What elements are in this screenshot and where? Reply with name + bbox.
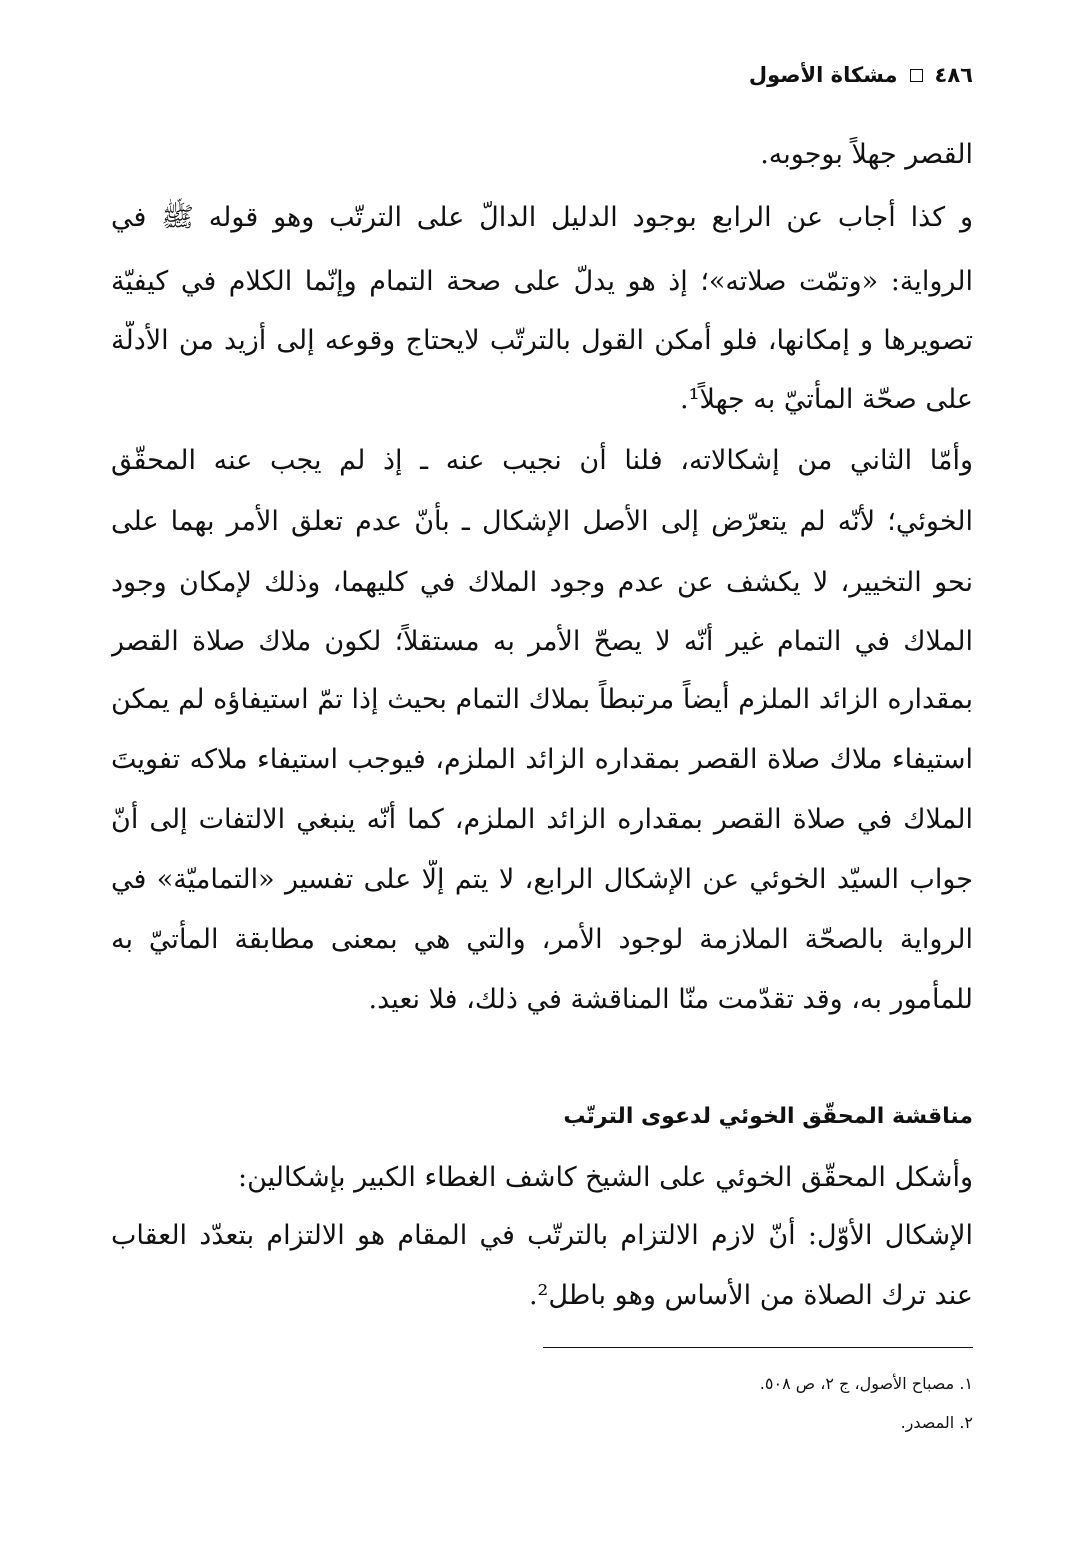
body-line: على صحّة المأتيّ به جهلاً¹.	[680, 384, 973, 415]
body-line: الملاك في صلاة القصر بمقداره الزائد الملزم، كما أنّه ينبغي الالتفات إلى أنّ	[111, 804, 973, 835]
body-line: جواب السيّد الخوئي عن الإشكال الرابع، لا يتم إلّا على تفسير «التماميّة» في	[111, 864, 973, 895]
body-line: وأشكل المحقّق الخوئي على الشيخ كاشف الغطاء الكبير بإشكالين:	[237, 1162, 973, 1193]
body-line: الإشكال الأوّل: أنّ لازم الالتزام بالترتّب في المقام هو الالتزام بتعدّد العقاب	[111, 1220, 973, 1251]
body-line: نحو التخيير، لا يكشف عن عدم وجود الملاك في كليهما، وذلك لإمكان وجود	[111, 567, 973, 598]
body-line: وأمّا الثاني من إشكالاته، فلنا أن نجيب عنه ـ إذ لم يجب عنه المحقّق	[111, 445, 973, 476]
footnote: ١. مصباح الأصول، ج ٢، ص ٥٠٨.	[759, 1374, 973, 1393]
body-line: عند ترك الصلاة من الأساس وهو باطل².	[528, 1280, 973, 1311]
body-line: للمأمور به، وقد تقدّمت منّا المناقشة في ذلك، فلا نعيد.	[368, 984, 973, 1015]
footnote-divider	[543, 1347, 973, 1348]
book-title: مشكاة الأصول	[748, 63, 898, 87]
body-line: الرواية: «وتمّت صلاته»؛ إذ هو يدلّ على صحة التمام وإنّما الكلام في كيفيّة	[111, 266, 973, 297]
page-number: ٤٨٦	[934, 63, 973, 87]
section-heading: مناقشة المحقّق الخوئي لدعوى الترتّب	[563, 1104, 973, 1129]
running-header	[749, 55, 973, 95]
body-line: الملاك في التمام غير أنّه لا يصحّ الأمر به مستقلاً؛ لكون ملاك صلاة القصر	[111, 626, 973, 657]
body-line: الخوئي؛ لأنّه لم يتعرّض إلى الأصل الإشكال ـ بأنّ عدم تعلق الأمر بهما على	[111, 506, 973, 537]
body-line: بمقداره الزائد الملزم أيضاً مرتبطاً بملاك التمام بحيث إذا تمّ استيفاؤه لم يمكن	[111, 684, 973, 715]
body-line: تصويرها و إمكانها، فلو أمكن القول بالترتّب لايحتاج وقوعه إلى أزيد من الأدلّة	[111, 325, 973, 356]
body-line: و كذا أجاب عن الرابع بوجود الدليل الدالّ على الترتّب وهو قوله ﷺ في	[111, 202, 973, 233]
body-line: القصر جهلاً بوجوبه.	[760, 139, 973, 170]
body-line: الرواية بالصحّة الملازمة لوجود الأمر، والتي هي بمعنى مطابقة المأتيّ به	[111, 924, 973, 955]
body-line: استيفاء ملاك صلاة القصر بمقداره الزائد الملزم، فيوجب استيفاء ملاكه تفويتَ	[111, 744, 973, 775]
square-separator-icon	[910, 69, 923, 82]
footnote: ٢. المصدر.	[900, 1413, 973, 1432]
